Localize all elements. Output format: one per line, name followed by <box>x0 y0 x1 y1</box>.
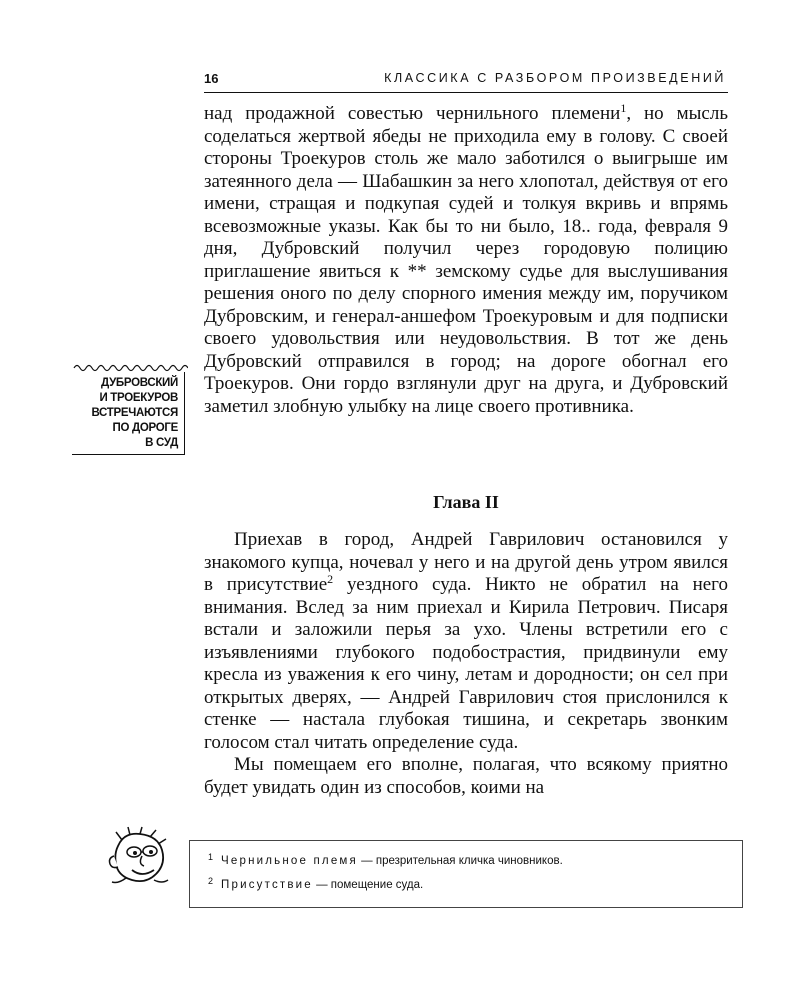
margin-note-line: В СУД <box>145 437 178 449</box>
cartoon-face-icon <box>104 826 176 890</box>
footnote-term: Присутствие <box>221 879 313 891</box>
footnotes-box <box>189 840 743 908</box>
footnote-1 <box>208 852 563 867</box>
footnote-ref[interactable]: 1 <box>620 101 627 115</box>
margin-note <box>72 362 188 454</box>
margin-note-line: И ТРОЕКУРОВ <box>99 392 178 404</box>
paragraph <box>204 103 728 418</box>
body-text-bottom <box>204 529 728 799</box>
footnote-text: — помещение суда. <box>312 879 424 891</box>
running-header <box>204 70 728 93</box>
text-run: над продажной совестью чернильного племени <box>204 103 621 124</box>
text-run: уездного суда. Никто не обратил на него внимания. Вслед за ним приехал и Кирила Петрович. Писаря встали и заложили перья за ухо. Члены встретили его с изъявлениями глубокого подобострастия, придвинули ему кресла из уважения к его чину, летам и дородности; он сел при открытых дверях, — Андрей Гаврилович стоя прислонился к стенке — настала глубокая тишина, и секретарь звонким голосом стал читать определение суда. <box>204 574 728 753</box>
footnote-ref[interactable]: 2 <box>327 572 334 586</box>
footnote-mark: 2 <box>208 876 214 886</box>
chapter-heading: Глава II <box>433 492 499 512</box>
footnote-text: — презрительная кличка чиновников. <box>357 855 563 867</box>
paragraph: Мы помещаем его вполне, полагая, что всякому приятно будет увидать один из способов, коими на <box>204 754 728 798</box>
footnote-term: Чернильное племя <box>221 855 358 867</box>
margin-note-line: ВСТРЕЧАЮТСЯ <box>91 407 178 419</box>
page-number: 16 <box>204 71 219 86</box>
paragraph <box>204 529 728 754</box>
margin-note-box <box>72 372 185 455</box>
running-title: КЛАССИКА С РАЗБОРОМ ПРОИЗВЕДЕНИЙ <box>384 71 726 85</box>
margin-note-line: ПО ДОРОГЕ <box>112 422 178 434</box>
footnote-mark: 1 <box>208 852 214 862</box>
margin-note-line: ДУБРОВСКИЙ <box>101 377 178 389</box>
wavy-border-icon <box>72 362 188 372</box>
text-run: , но мысль соделаться жертвой ябеды не приходила ему в голову. С своей стороны Троекуров столь же мало заботился о выигрыше им затеянного дела — Шабашкин за него хлопотал, действуя от его имени, стращая и подкупая судей и толкуя вкривь и впрямь всевозможные указы. Как бы то ни было, 18.. года, февраля 9 дня, Дубровский получил через городовую полицию приглашение явиться к ** земскому судье для выслушивания решения оного по делу спорного имения между им, поручиком Дубровским, и генерал-аншефом Троекуровым и для подписки своего удовольствия или неудовольствия. В тот же день Дубровский отправился в город; на дороге обогнал его Троекуров. Они гордо взглянули друг на друга, и Дубровский заметил злобную улыбку на лице своего противника. <box>204 103 728 417</box>
body-text-top <box>204 103 728 418</box>
text-run: Приехав в город, Андрей Гаврилович остановился у знакомого купца, ночевал у него и на другой день утром явился в присутствие <box>204 529 728 595</box>
margin-note-text <box>91 376 178 451</box>
footnote-2 <box>208 876 424 891</box>
